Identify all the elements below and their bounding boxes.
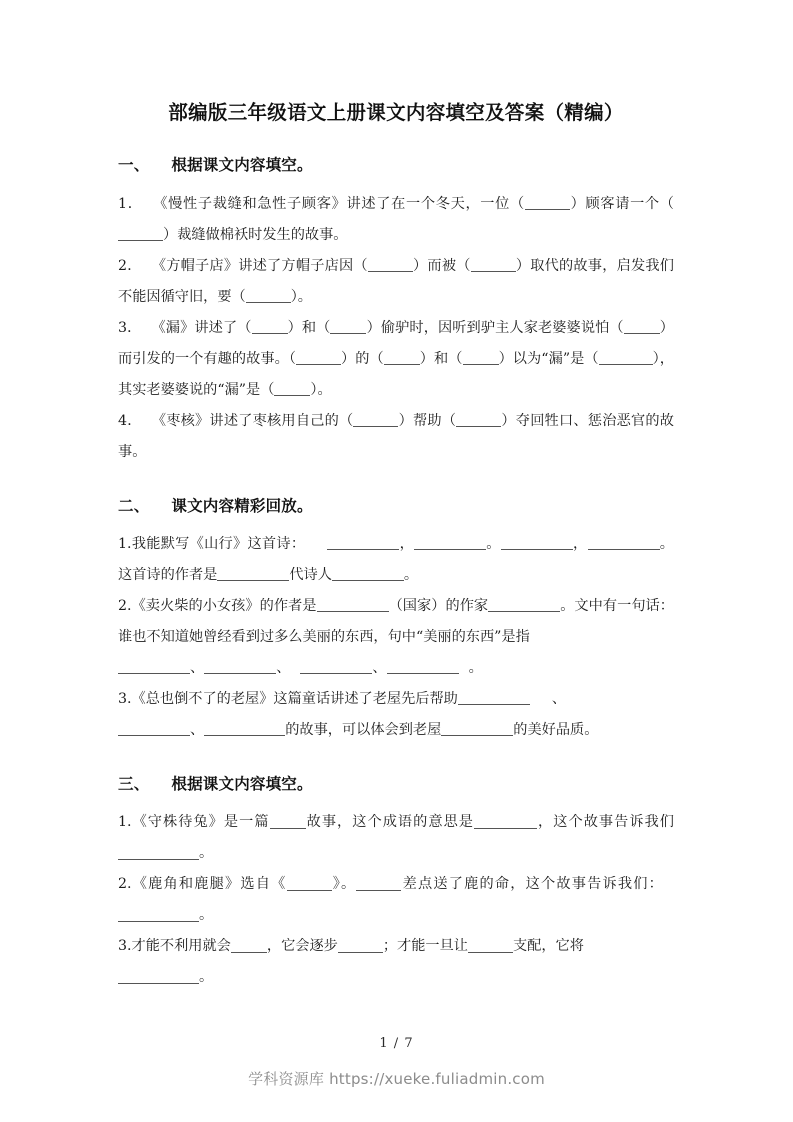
- section-3-title: 根据课文内容填空。: [171, 773, 313, 793]
- item-text: 。这首诗的作者是: [118, 535, 674, 583]
- fill-blank[interactable]: [327, 534, 399, 550]
- item-text: 、: [190, 659, 205, 676]
- question-3-3: [118, 931, 674, 993]
- item-number: 3.: [118, 690, 132, 707]
- fill-blank[interactable]: [384, 349, 420, 365]
- fill-blank[interactable]: [353, 411, 398, 427]
- item-text: 《鹿角和鹿腿》选自《: [131, 876, 287, 892]
- fill-blank[interactable]: [599, 349, 653, 365]
- watermark-url: https://xueke.fuliadmin.com: [329, 1070, 545, 1088]
- question-1-3: [118, 313, 674, 406]
- fill-blank[interactable]: [338, 937, 383, 953]
- item-number: 3.: [118, 938, 132, 954]
- item-text: 。: [468, 659, 483, 676]
- section-1-title: 根据课文内容填空。: [171, 155, 313, 175]
- item-text: ）帮助（: [398, 412, 457, 429]
- item-text: 的故事，可以体会到老屋: [285, 721, 442, 738]
- fill-blank[interactable]: [118, 844, 199, 860]
- item-text: 故事，这个成语的意思是: [305, 814, 475, 830]
- fill-blank[interactable]: [330, 318, 366, 334]
- item-text: ）。: [290, 288, 312, 305]
- fill-blank[interactable]: [118, 906, 199, 922]
- fill-blank[interactable]: [414, 534, 486, 550]
- item-number: 2．: [118, 257, 142, 274]
- question-1-1: [118, 189, 674, 251]
- section-heading-2: [118, 494, 674, 517]
- item-number: 2.: [118, 597, 132, 614]
- item-text: 支配，它将: [512, 938, 584, 954]
- question-1-2: [118, 251, 674, 313]
- item-text: ）和（: [419, 350, 463, 367]
- item-text: 。: [486, 535, 501, 552]
- fill-blank[interactable]: [441, 720, 513, 736]
- fill-blank[interactable]: [525, 194, 570, 210]
- item-text: 代诗人: [289, 566, 332, 583]
- item-text: ）取代的故事，启发我们不能因循守旧，要（: [118, 257, 674, 305]
- page-number: 1 / 7: [379, 1036, 414, 1051]
- item-text: 。: [403, 566, 419, 583]
- fill-blank[interactable]: [217, 565, 289, 581]
- fill-blank[interactable]: [332, 565, 404, 581]
- question-1-4: [118, 406, 674, 468]
- item-text: 。文中有一句话：谁也不知道她曾经看到过多么美丽的东西，句中“美丽的东西”是指: [118, 597, 674, 645]
- fill-blank[interactable]: [458, 689, 530, 705]
- item-text: ，: [399, 535, 415, 552]
- item-text: 。: [199, 845, 214, 861]
- item-text: ）顾客请一个（: [569, 195, 674, 212]
- fill-blank[interactable]: [474, 813, 537, 829]
- fill-blank[interactable]: [368, 256, 413, 272]
- item-text: ）而引发的一个有趣的故事。（: [118, 319, 674, 367]
- item-text: 《慢性子裁缝和急性子顾客》讲述了在一个冬天，一位（: [152, 195, 525, 212]
- item-text: ）以为“漏”是（: [498, 350, 599, 367]
- fill-blank[interactable]: [246, 287, 291, 303]
- item-text: 《方帽子店》讲述了方帽子店因（: [151, 257, 368, 274]
- item-text: ）的（: [340, 350, 384, 367]
- item-text: 《总也倒不了的老屋》这篇童话讲述了老屋先后帮助: [131, 690, 458, 707]
- fill-blank[interactable]: [488, 596, 560, 612]
- item-text: ，它会逐步: [266, 938, 338, 954]
- fill-blank[interactable]: [356, 875, 401, 891]
- item-text: ）。: [310, 381, 332, 398]
- section-2-number: 二、: [118, 495, 150, 515]
- item-text: ）偷驴时，因听到驴主人家老婆婆说怕（: [366, 319, 624, 336]
- document-body: [118, 88, 674, 993]
- item-text: ）而被（: [412, 257, 471, 274]
- item-text: 《漏》讲述了（: [151, 319, 252, 336]
- page-title: 部编版三年级语文上册课文内容填空及答案（精编）: [168, 101, 624, 124]
- item-text: （国家）的作家: [388, 597, 489, 614]
- item-number: 2.: [118, 876, 132, 892]
- fill-blank[interactable]: [296, 349, 341, 365]
- fill-blank[interactable]: [231, 937, 267, 953]
- question-3-1: [118, 807, 674, 869]
- fill-blank[interactable]: [317, 596, 389, 612]
- fill-blank[interactable]: [471, 256, 516, 272]
- item-text: 《卖火柴的小女孩》的作者是: [131, 597, 317, 614]
- watermark: [0, 1068, 793, 1089]
- item-text: 》。: [331, 876, 357, 892]
- section-1-number: 一、: [118, 155, 150, 175]
- fill-blank[interactable]: [118, 658, 190, 674]
- fill-blank[interactable]: [300, 658, 372, 674]
- fill-blank[interactable]: [468, 937, 513, 953]
- section-3-number: 三、: [118, 773, 150, 793]
- item-text: 我能默写《山行》这首诗：: [131, 535, 306, 552]
- fill-blank[interactable]: [118, 225, 163, 241]
- item-text: ）夺回牲口、惩治恶官的故事。: [118, 412, 674, 460]
- fill-blank[interactable]: [387, 658, 459, 674]
- item-text: ）和（: [287, 319, 331, 336]
- item-text: 《守株待兔》是一篇: [131, 814, 270, 830]
- fill-blank[interactable]: [287, 875, 332, 891]
- item-text: 。: [199, 907, 214, 923]
- fill-blank[interactable]: [274, 380, 310, 396]
- fill-blank[interactable]: [456, 411, 501, 427]
- fill-blank[interactable]: [118, 720, 190, 736]
- question-3-2: [118, 869, 674, 931]
- item-text: ）裁缝做棉袄时发生的故事。: [163, 226, 348, 243]
- section-2-title: 课文内容精彩回放。: [171, 495, 313, 515]
- item-text: 、: [372, 659, 387, 676]
- item-text: ），其实老婆婆说的“漏”是（: [118, 350, 674, 398]
- question-2-1: [118, 529, 674, 591]
- item-text: 、: [276, 659, 291, 676]
- fill-blank[interactable]: [588, 534, 660, 550]
- fill-blank[interactable]: [252, 318, 288, 334]
- item-text: 差点送了鹿的命，这个故事告诉我们：: [401, 876, 664, 892]
- item-text: 、: [190, 721, 205, 738]
- fill-blank[interactable]: [270, 813, 306, 829]
- item-number: 4．: [118, 412, 142, 429]
- item-text: 才能不利用就会: [131, 938, 231, 954]
- question-2-2: [118, 591, 674, 684]
- question-2-3: [118, 684, 674, 746]
- item-text: 的美好品质。: [513, 721, 599, 738]
- item-number: 1.: [118, 814, 132, 830]
- fill-blank[interactable]: [118, 968, 199, 984]
- section-heading-1: [118, 153, 674, 176]
- item-text: 《枣核》讲述了枣核用自己的（: [151, 412, 354, 429]
- fill-blank[interactable]: [624, 318, 660, 334]
- item-text: ；才能一旦让: [382, 938, 468, 954]
- item-number: 1．: [118, 195, 143, 212]
- item-text: ，这个故事告诉我们: [537, 814, 674, 830]
- fill-blank[interactable]: [463, 349, 499, 365]
- watermark-label: 学科资源库: [248, 1070, 325, 1088]
- item-text: 、: [551, 690, 567, 707]
- item-number: 3．: [118, 319, 142, 336]
- section-heading-3: [118, 772, 674, 795]
- item-text: ，: [572, 535, 588, 552]
- fill-blank[interactable]: [501, 534, 573, 550]
- fill-blank[interactable]: [204, 658, 276, 674]
- item-text: 。: [199, 969, 214, 985]
- item-number: 1.: [118, 535, 132, 552]
- fill-blank[interactable]: [204, 720, 285, 736]
